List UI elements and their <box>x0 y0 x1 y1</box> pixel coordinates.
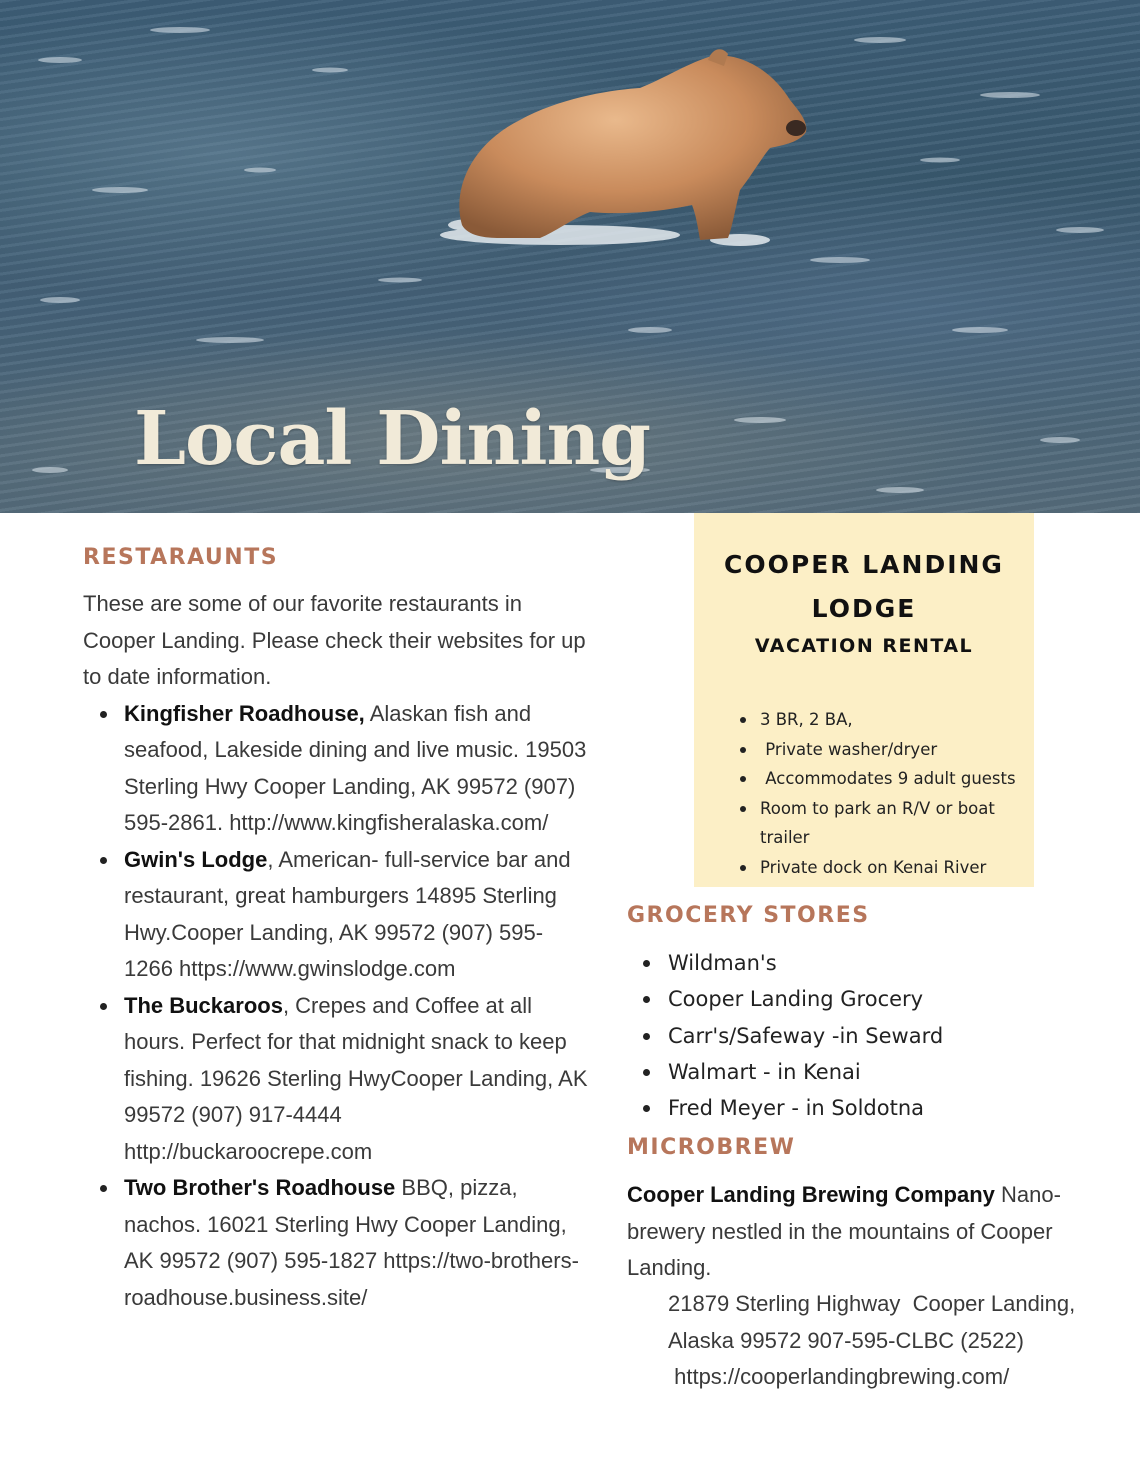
lodge-title: COOPER LANDING LODGE <box>724 550 1004 623</box>
restaurant-item <box>124 988 588 1171</box>
brewery-name: Cooper Landing Brewing Company <box>627 1182 995 1207</box>
hero-banner <box>0 0 1140 513</box>
microbrew-description <box>627 1177 1127 1287</box>
bullet-icon <box>100 1185 107 1192</box>
grocery-list <box>668 945 943 1126</box>
lodge-feature <box>760 764 1028 794</box>
page-title: Local Dining <box>134 396 651 482</box>
lodge-feature-text: Room to park an R/V or boat trailer <box>760 798 995 847</box>
restaurants-intro: These are some of our favorite restaurants in Cooper Landing. Please check their websites for up to date information. <box>83 591 586 689</box>
restaurants-heading: RESTARAUNTS <box>83 545 279 570</box>
restaurant-name: The Buckaroos <box>124 992 283 1018</box>
lodge-feature-text: Private dock on Kenai River <box>760 857 987 877</box>
restaurant-details: BBQ, pizza, nachos. 16021 Sterling Hwy Cooper Landing, AK 99572 (907) 595-1827 https://two-brothers-roadhouse.business.site/ <box>124 1175 579 1310</box>
restaurant-details: Alaskan fish and seafood, Lakeside dining and live music. 19503 Sterling Hwy Cooper Landing, AK 99572 (907) 595-2861. http://www.kingfisheralaska.com/ <box>124 700 587 835</box>
restaurant-details: , Crepes and Coffee at all hours. Perfect for that midnight snack to keep fishing. 19626 Sterling HwyCooper Landing, AK 99572 (907) 917-4444 http://buckaroocrepe.com <box>124 992 588 1164</box>
brewery-address: 21879 Sterling Highway Cooper Landing, Alaska 99572 907-595-CLBC (2522) <box>668 1291 1081 1353</box>
lodge-feature <box>760 735 1028 765</box>
lodge-feature-text: Accommodates 9 adult guests <box>760 769 1016 788</box>
bullet-icon <box>100 857 107 864</box>
lodge-feature-text: 3 BR, 2 BA, <box>760 710 853 729</box>
restaurant-name: Two Brother's Roadhouse <box>124 1175 396 1200</box>
grocery-item-text: Fred Meyer - in Soldotna <box>668 1096 925 1121</box>
restaurant-list <box>124 696 588 1317</box>
grocery-item <box>668 1018 943 1054</box>
bullet-icon <box>643 1069 650 1076</box>
restaurant-name: Kingfisher Roadhouse, <box>124 700 365 726</box>
lodge-feature-text: Private washer/dryer <box>760 739 938 759</box>
brewery-contact <box>668 1286 1128 1396</box>
bullet-icon <box>643 960 650 967</box>
lodge-feature <box>760 705 1028 735</box>
brewery-website-link[interactable]: https://cooperlandingbrewing.com/ <box>668 1364 1010 1389</box>
grocery-item <box>668 945 943 981</box>
lodge-info-box <box>694 513 1034 887</box>
lodge-feature <box>760 794 1028 853</box>
restaurant-item <box>124 1170 588 1316</box>
bullet-icon <box>643 1033 650 1040</box>
bullet-icon <box>100 1003 107 1010</box>
grocery-item-text: Walmart - in Kenai <box>668 1059 861 1084</box>
restaurant-name: Gwin's Lodge <box>124 846 268 872</box>
brewery-details: Nano-brewery nestled in the mountains of Cooper Landing. <box>627 1182 1061 1280</box>
lodge-subtitle: VACATION RENTAL <box>754 635 974 657</box>
lodge-feature <box>760 853 1028 883</box>
bullet-icon <box>643 1105 650 1112</box>
grocery-item-text: Carr's/Safeway -in Seward <box>668 1023 944 1048</box>
bullet-icon <box>643 996 650 1003</box>
restaurant-item <box>124 842 588 988</box>
grocery-item-text: Wildman's <box>668 951 777 975</box>
grocery-item <box>668 1090 943 1126</box>
restaurants-section <box>83 545 588 1316</box>
restaurant-details: , American- full-service bar and restaurant, great hamburgers 14895 Sterling Hwy.Cooper Landing, AK 99572 (907) 595-1266 https://www.gwinslodge.com <box>124 846 571 981</box>
grocery-heading: GROCERY STORES <box>627 903 870 928</box>
restaurant-item <box>124 696 588 842</box>
lodge-features-list <box>760 705 1028 882</box>
grocery-item-text: Cooper Landing Grocery <box>668 987 924 1012</box>
bullet-icon <box>740 717 746 723</box>
bullet-icon <box>740 806 746 812</box>
bullet-icon <box>100 711 107 718</box>
grocery-item <box>668 981 943 1017</box>
microbrew-heading: MICROBREW <box>627 1135 796 1160</box>
grocery-item <box>668 1054 943 1090</box>
bullet-icon <box>740 747 746 753</box>
bear-figure <box>459 49 806 240</box>
bullet-icon <box>740 865 746 871</box>
bullet-icon <box>740 776 746 782</box>
